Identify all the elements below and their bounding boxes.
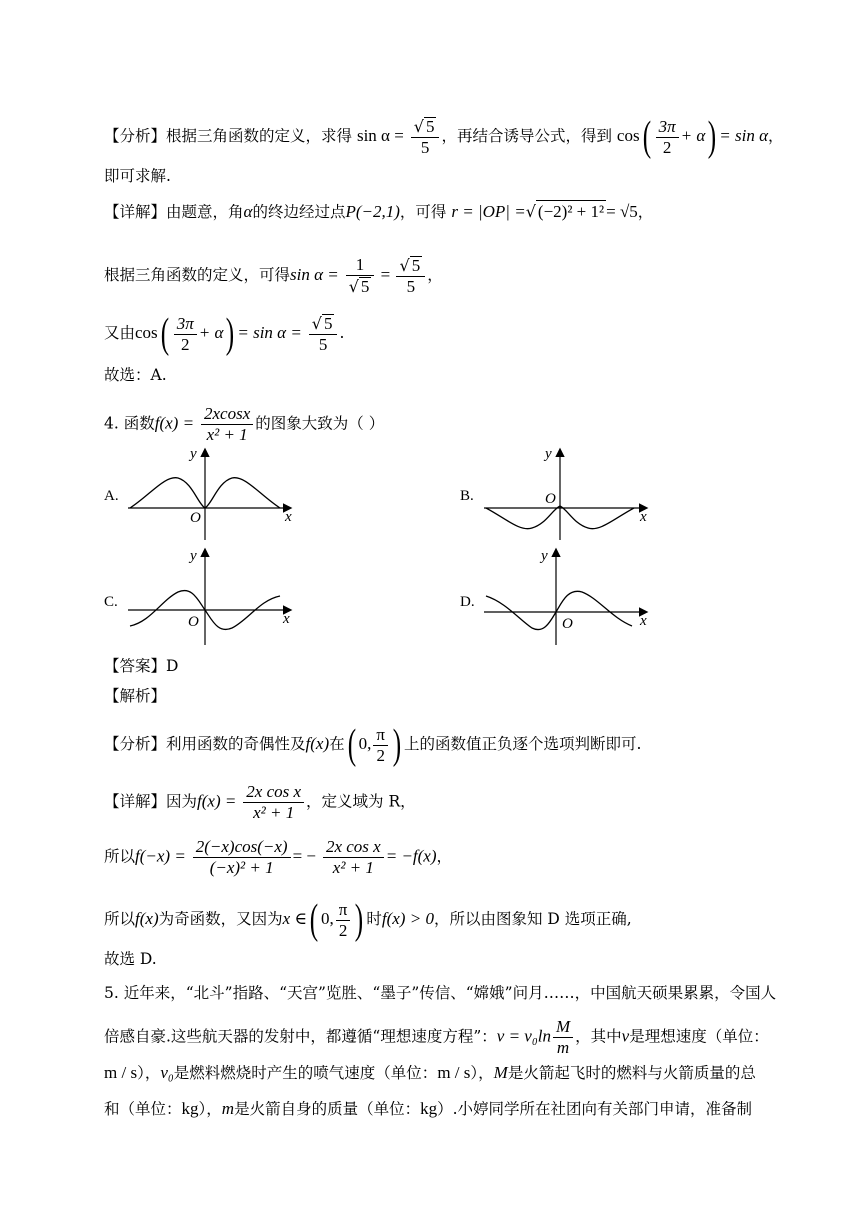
option-d-label: D. xyxy=(460,594,475,610)
point-p: P(−2,1) xyxy=(345,202,400,221)
jiexi-line: 【解析】 xyxy=(104,687,167,705)
fraction-1-over-sqrt5: $\frac{1}{√ 5}$ xyxy=(346,256,375,296)
fraction-sqrt5-over-5: $\frac{√ 5}{5}$ xyxy=(411,117,440,157)
fraction-sqrt5-over-5b: $\frac{√ 5}{5}$ xyxy=(396,256,425,296)
formula-r-op: r = |OP| = xyxy=(451,202,526,221)
origin-label: O xyxy=(562,616,573,632)
x-label: x xyxy=(640,509,647,525)
option-c-label: C. xyxy=(104,594,118,610)
q5-line-1: 5. 近年来，“北斗”指路、“天宫”览胜、“墨子”传信、“嫦娥”问月……，中国航天硕果累累，令国人 xyxy=(104,984,777,1002)
analysis-tag: 【分析】 xyxy=(104,127,167,145)
y-label: y xyxy=(541,548,548,564)
answer-line: 【答案】D xyxy=(104,657,179,675)
x-label: x xyxy=(640,613,647,629)
analysis2-line: 【分析】利用函数的奇偶性及f(x)在( 0, $\frac{\pi}{2}$ ) 上的函数值正负逐个选项判断即可. xyxy=(104,722,642,768)
radicand: (−2)² + 1² xyxy=(537,202,605,221)
formula-sin-alpha: sin α = xyxy=(356,126,404,145)
detail-line-1: 【详解】由题意，角α的终边经过点P(−2,1)，可得 r = |OP| =√ (−2)² + 1² = √5， xyxy=(104,202,654,221)
q5-line-3: m / s），v₀是燃料燃烧时产生的喷气速度（单位：m / s），M是火箭起飞时的燃料与火箭质量的总 xyxy=(104,1063,756,1082)
origin-label: O xyxy=(190,510,201,526)
choice-a: 故选：A. xyxy=(104,366,167,384)
q5-line-2: 倍感自豪.这些航天器的发射中，都遵循“理想速度方程”：v = v₀ln $\frac{M}{m}$ ，其中v是理想速度（单位： xyxy=(104,1017,769,1057)
analysis-line-2: 即可求解. xyxy=(104,167,171,185)
origin-label: O xyxy=(188,614,199,630)
option-a-label: A. xyxy=(104,488,119,504)
option-graphs xyxy=(0,440,868,670)
detail2-line-3: 所以f(x)为奇函数，又因为x ∈( 0, $\frac{\pi}{2}$ ) 时f(x) > 0，所以由图象知 D 选项正确, xyxy=(104,897,632,943)
option-d-graph[interactable] xyxy=(460,548,647,645)
y-label: y xyxy=(190,548,197,564)
x-label: x xyxy=(285,509,292,525)
analysis-text: 根据三角函数的定义，求得 xyxy=(166,127,353,145)
alpha-symbol: α xyxy=(243,202,253,221)
fraction-q4: $\frac{2xcosx}{\text{x² + 1}}$ xyxy=(201,405,253,444)
q5-line-4: 和（单位：kg），m是火箭自身的质量（单位：kg）.小婷同学所在社团向有关部门申请，准备制 xyxy=(104,1099,753,1118)
y-label: y xyxy=(545,446,552,462)
option-c-graph[interactable] xyxy=(104,548,290,645)
fraction-3pi-over-2: $\frac{3\pi}{2}$ xyxy=(656,118,679,157)
option-b-label: B. xyxy=(460,488,474,504)
option-b-graph[interactable] xyxy=(460,446,647,540)
detail-tag: 【详解】 xyxy=(104,203,167,221)
x-label: x xyxy=(283,611,290,627)
detail2-line-2: 所以f(−x) = $\frac{2(-x)\cos(-x)}{\text{(−x)² + 1}}$ = − $\frac{\text{2x cos x}}{\text{x² + 1}}$ = −f(x)， xyxy=(104,837,453,877)
question-4: 4. 函数f(x) = $\frac{2xcosx}{\text{x² + 1}}$ 的图象大致为（ ） xyxy=(104,404,385,444)
formula-cos: cos xyxy=(616,126,640,145)
detail-line-2: 根据三角函数的定义，可得sin α = $\frac{1}{√ 5}$ = $\frac{√ 5}{5}$ ， xyxy=(104,255,443,296)
detail2-line-1: 【详解】因为f(x) = $\frac{\text{2x cos x}}{\text{x² + 1}}$ ，定义域为 R， xyxy=(104,782,416,822)
curve-d xyxy=(486,591,632,629)
analysis-text-b: ，再结合诱导公式，得到 xyxy=(441,127,612,145)
detail-line-3: 又由cos( $\frac{3\pi}{2}$ + α) = sin α = $\frac{√ 5}{5}$ . xyxy=(104,311,345,357)
formula-eq-sin: = sin α xyxy=(719,126,768,145)
question-number: 4. xyxy=(104,414,119,433)
option-a-graph[interactable] xyxy=(104,446,292,540)
origin-label: O xyxy=(545,491,556,507)
choice-d: 故选 D. xyxy=(104,950,157,968)
analysis-line-1: 【分析】根据三角函数的定义，求得 sin α = $\frac{√ 5}{5}$ ，再结合诱导公式，得到 cos( $\frac{3\pi}{2}$ + α) = sin α， xyxy=(104,114,784,160)
y-label: y xyxy=(190,446,197,462)
